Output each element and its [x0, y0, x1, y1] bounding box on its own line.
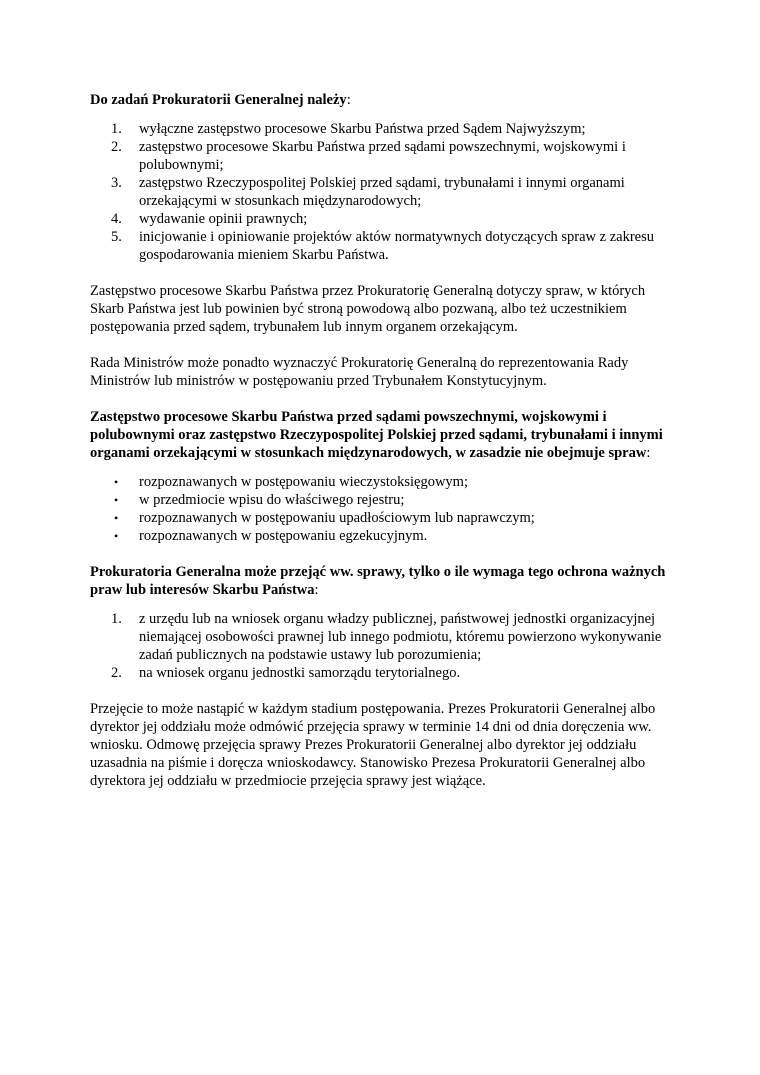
list-item-text: zastępstwo Rzeczypospolitej Polskiej przed sądami, trybunałami i innymi organami orzekającymi w stosunkach międzynarodowych;: [139, 175, 625, 209]
paragraph-constitutional-tribunal: Rada Ministrów może ponadto wyznaczyć Prokuratorię Generalną do reprezentowania Rady Ministrów lub ministrów w postępowaniu przed Trybunałem Konstytucyjnym.: [90, 355, 629, 389]
section1-heading-bold: Do zadań Prokuratorii Generalnej należy: [90, 92, 347, 108]
list-item: [90, 509, 680, 527]
list-item: [90, 228, 680, 264]
list-item-number: 4.: [111, 211, 122, 227]
section3-heading-bold: Prokuratoria Generalna może przejąć ww. sprawy, tylko o ile wymaga tego ochrona ważnych praw lub interesów Skarbu Państwa: [90, 564, 666, 598]
list-item-text: na wniosek organu jednostki samorządu terytorialnego.: [139, 665, 461, 681]
list-item-text: inicjowanie i opiniowanie projektów aktów normatywnych dotyczących spraw z zakresu gospodarowania mieniem Skarbu Państwa.: [139, 229, 654, 263]
list-item-text: w przedmiocie wpisu do właściwego rejestru;: [139, 492, 405, 508]
paragraph-takeover-procedure: Przejęcie to może nastąpić w każdym stadium postępowania. Prezes Prokuratorii Generalnej albo dyrektor jej oddziału może odmówić przejęcia sprawy w terminie 14 dni od dnia doręczenia ww. wniosku. Odmowę przejęcia sprawy Prezes Prokuratorii Generalnej albo dyrektor jej oddziału uzasadnia na piśmie i doręcza wnioskodawcy. Stanowisko Prezesa Prokuratorii Generalnej albo dyrektora jej oddziału w przedmiocie przejęcia sprawy jest wiążące.: [90, 701, 656, 789]
list-item: [90, 210, 680, 228]
section3-list: [90, 610, 680, 682]
section2-heading-bold: Zastępstwo procesowe Skarbu Państwa przed sądami powszechnymi, wojskowymi i polubownymi oraz zastępstwo Rzeczypospolitej Polskiej przed sądami, trybunałami i innymi organami orzekającymi w stosunkach międzynarodowych, w zasadzie nie obejmuje spraw: [90, 409, 663, 461]
paragraph-representation-scope: Zastępstwo procesowe Skarbu Państwa przez Prokuratorię Generalną dotyczy spraw, w których Skarb Państwa jest lub powinien być stroną powodową albo pozwaną, albo też uczestnikiem postępowania przed sądem, trybunałem lub innym organem orzekającym.: [90, 283, 646, 335]
list-item-number: 1.: [111, 611, 122, 627]
list-item: [90, 138, 680, 174]
list-item-number: 1.: [111, 121, 122, 137]
section2-heading: [90, 408, 680, 462]
bullet-icon: •: [114, 475, 119, 489]
list-item-text: rozpoznawanych w postępowaniu egzekucyjnym.: [139, 528, 428, 544]
section1-heading: [90, 91, 680, 109]
section1-heading-suffix: :: [346, 92, 351, 108]
list-item-text: rozpoznawanych w postępowaniu upadłościowym lub naprawczym;: [139, 510, 535, 526]
section3-heading: [90, 563, 680, 599]
section3-heading-suffix: :: [314, 582, 319, 598]
list-item-text: z urzędu lub na wniosek organu władzy publicznej, państwowej jednostki organizacyjnej niemającej osobowości prawnej lub innego podmiotu, któremu powierzono wykonywanie zadań publicznych na podstawie ustawy lub porozumienia;: [139, 611, 662, 663]
list-item-number: 5.: [111, 229, 122, 245]
section2-bullet-list: [90, 473, 680, 545]
list-item: [90, 491, 680, 509]
bullet-icon: •: [114, 511, 119, 525]
list-item: [90, 610, 680, 664]
list-item-text: rozpoznawanych w postępowaniu wieczystoksięgowym;: [139, 474, 468, 490]
list-item: [90, 473, 680, 491]
bullet-icon: •: [114, 529, 119, 543]
document-page: [90, 91, 680, 808]
section2-heading-suffix: :: [646, 445, 651, 461]
list-item: [90, 527, 680, 545]
list-item: [90, 174, 680, 210]
list-item-text: wydawanie opinii prawnych;: [139, 211, 308, 227]
bullet-icon: •: [114, 493, 119, 507]
section1-list: [90, 120, 680, 264]
list-item: [90, 120, 680, 138]
list-item: [90, 664, 680, 682]
list-item-number: 2.: [111, 139, 122, 155]
list-item-number: 3.: [111, 175, 122, 191]
list-item-text: wyłączne zastępstwo procesowe Skarbu Państwa przed Sądem Najwyższym;: [139, 121, 586, 137]
list-item-text: zastępstwo procesowe Skarbu Państwa przed sądami powszechnymi, wojskowymi i polubownymi;: [139, 139, 626, 173]
list-item-number: 2.: [111, 665, 122, 681]
